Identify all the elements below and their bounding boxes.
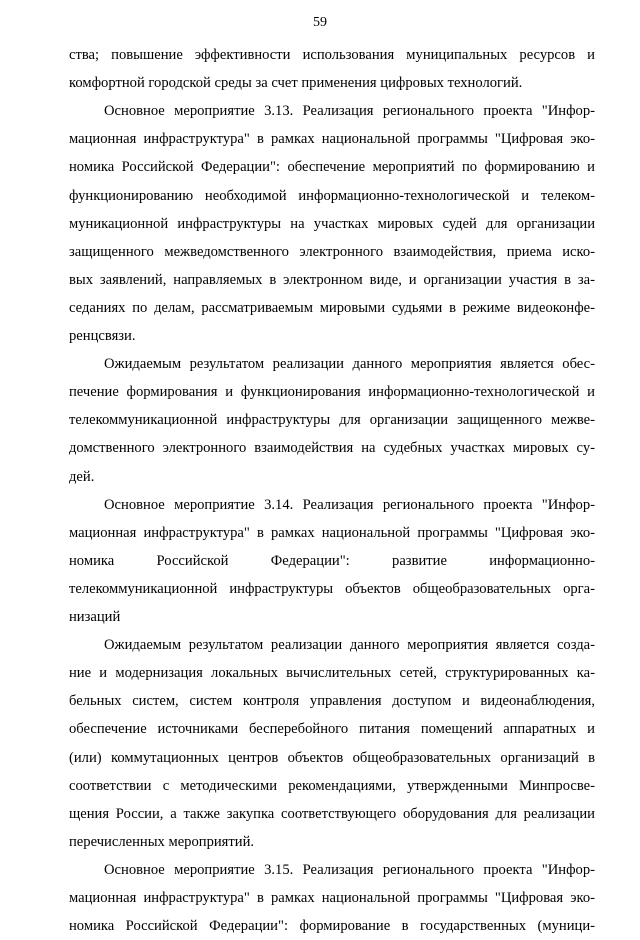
text-line: ренцсвязи. xyxy=(69,328,136,344)
text-line: защищенного межведомственного электронного взаимодействия, приема иско- xyxy=(69,243,595,260)
text-line: вых заявлений, направляемых в электронном виде, и организации участия в за- xyxy=(69,271,595,288)
text-line: номика Российской Федерации": обеспечение мероприятий по формированию и xyxy=(69,159,595,176)
text-line: Ожидаемым результатом реализации данного мероприятия является созда- xyxy=(104,637,595,654)
text-line: ние и модернизация локальных вычислительных сетей, структурированных ка- xyxy=(69,665,595,682)
text-line: телекоммуникационной инфраструктуры для организации защищенного межве- xyxy=(69,412,595,429)
text-line: обеспечение источниками бесперебойного питания помещений аппаратных и xyxy=(69,721,595,738)
text-line: мационная инфраструктура" в рамках национальной программы "Цифровая эко- xyxy=(69,524,595,541)
text-line: печение формирования и функционирования информационно-технологической и xyxy=(69,384,595,401)
text-line: дей. xyxy=(69,468,95,485)
text-line: комфортной городской среды за счет применения цифровых технологий. xyxy=(69,75,523,92)
text-line: щения России, а также закупка соответствующего оборудования для реализации xyxy=(69,805,595,822)
text-line: мационная инфраструктура" в рамках национальной программы "Цифровая эко- xyxy=(69,890,595,906)
text-line: бельных систем, систем контроля управления доступом и видеонаблюдения, xyxy=(69,693,595,710)
text-line: Основное мероприятие 3.14. Реализация регионального проекта "Инфор- xyxy=(104,496,595,513)
text-line: ства; повышение эффективности использования муниципальных ресурсов и xyxy=(69,47,595,63)
text-line: домственного электронного взаимодействия на судебных участках мировых су- xyxy=(69,440,595,457)
text-line: мационная инфраструктура" в рамках национальной программы "Цифровая эко- xyxy=(69,131,595,148)
text-line: Ожидаемым результатом реализации данного мероприятия является обес- xyxy=(104,356,595,373)
text-line: номика Российской Федерации": развитие информационно- xyxy=(69,552,595,569)
text-line: номика Российской Федерации": формирование в государственных (муници- xyxy=(69,918,595,935)
page-number: 59 xyxy=(313,15,327,30)
text-line: низаций xyxy=(69,609,121,625)
text-line: соответствии с методическими рекомендациями, утвержденными Минпросве- xyxy=(69,777,595,794)
text-line: седаниях по делам, рассматриваемым мировыми судьями в режиме видеоконфе- xyxy=(69,299,595,316)
text-line: Основное мероприятие 3.15. Реализация регионального проекта "Инфор- xyxy=(104,861,595,878)
text-line: Основное мероприятие 3.13. Реализация регионального проекта "Инфор- xyxy=(104,103,595,120)
text-line: муникационной инфраструктуры на участках мировых судей для организации xyxy=(69,215,595,232)
text-line: (или) коммутационных центров объектов общеобразовательных организаций в xyxy=(69,749,595,766)
text-line: перечисленных мероприятий. xyxy=(69,833,255,850)
text-line: телекоммуникационной инфраструктуры объектов общеобразовательных орга- xyxy=(69,580,595,597)
text-line: функционированию необходимой информационно-технологической и телеком- xyxy=(69,187,595,204)
